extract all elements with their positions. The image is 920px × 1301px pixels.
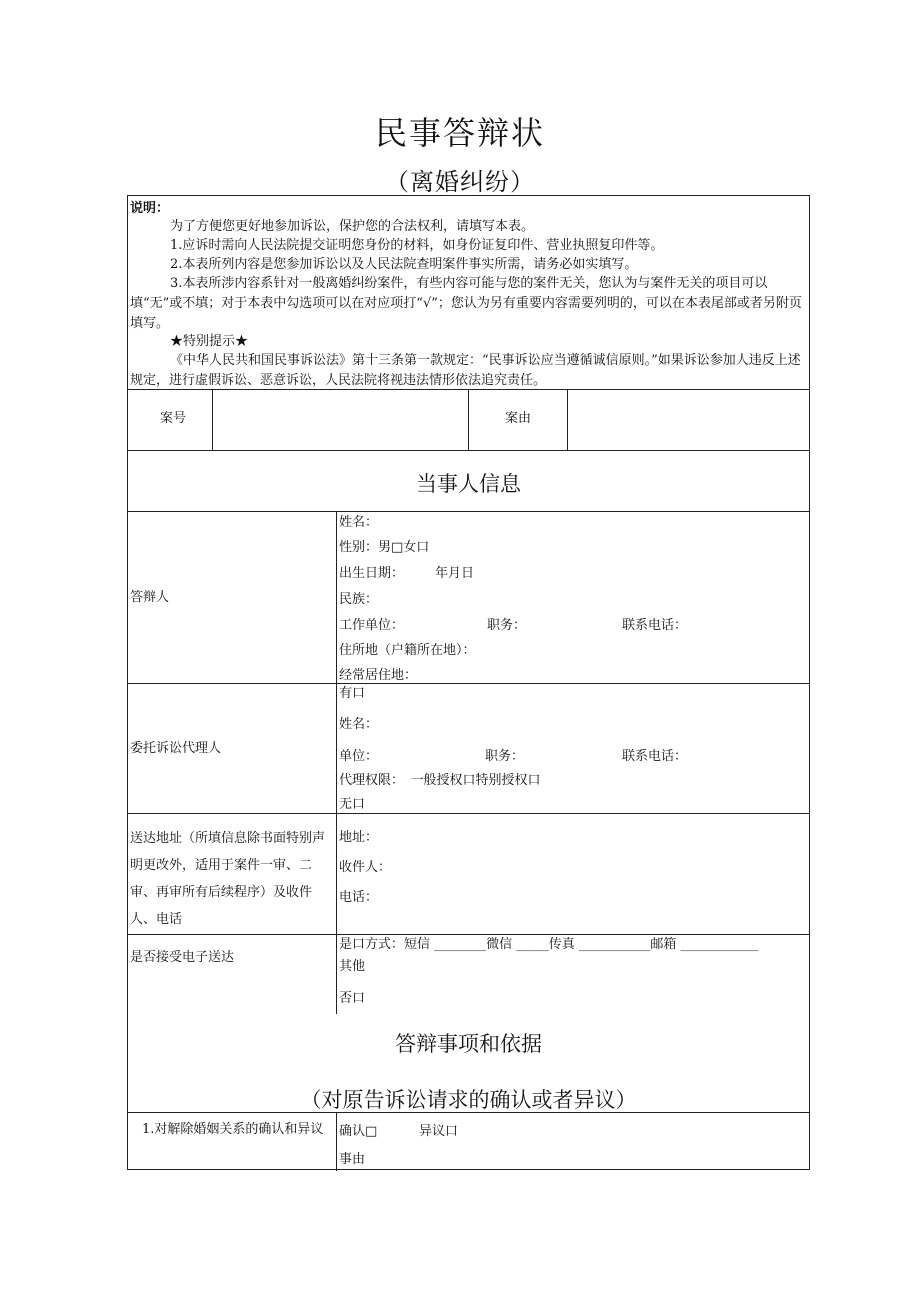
case-number-field[interactable]	[214, 391, 466, 448]
respondent-ethnicity-field[interactable]: 民族：	[339, 592, 379, 607]
divider	[567, 389, 568, 450]
divider	[468, 389, 469, 450]
divider	[128, 450, 809, 451]
electronic-service-other[interactable]: 其他	[339, 959, 366, 974]
service-phone-field[interactable]: 电话：	[339, 890, 379, 905]
case-cause-label: 案由	[505, 411, 532, 426]
agent-unit-field[interactable]: 单位：	[339, 749, 379, 764]
notes-item-2: 2.本表所列内容是您参加诉讼以及人民法院查明案件事实所需，请务必如实填写。	[170, 257, 638, 272]
notes-item-3: 3.本表所涉内容系针对一般离婚纠纷案件，有些内容可能与您的案件无关，您认为与案件无关的项目可以填“无”或不填；对于本表中勾选项可以在对应项打“√”；您认为另有重要内容需要列明的，可以在本表尾部或者另附页填写。	[130, 276, 802, 331]
agent-position-field[interactable]: 职务：	[485, 749, 525, 764]
service-address-field[interactable]: 地址：	[339, 830, 379, 845]
agent-has-checkbox[interactable]: 有口	[339, 686, 366, 701]
defense-section-title: 答辩事项和依据	[395, 1032, 542, 1056]
respondent-position-field[interactable]: 职务：	[487, 618, 527, 633]
case-cause-field[interactable]	[569, 391, 807, 448]
respondent-gender-field[interactable]: 性别：男□女口	[339, 540, 430, 555]
agent-phone-field[interactable]: 联系电话：	[622, 749, 688, 764]
respondent-birth-field[interactable]: 出生日期：	[339, 566, 405, 581]
notes-intro: 为了方便您更好地参加诉讼，保护您的合法权利，请填写本表。	[170, 219, 535, 234]
respondent-workplace-field[interactable]: 工作单位：	[339, 618, 405, 633]
divider	[128, 511, 809, 512]
notes-heading: 说明：	[130, 201, 170, 216]
agent-none-checkbox[interactable]: 无口	[339, 797, 366, 812]
special-tip-heading: ★特别提示★	[170, 334, 249, 349]
divider	[128, 683, 809, 684]
electronic-service-no-checkbox[interactable]: 否口	[339, 991, 366, 1006]
agent-label: 委托诉讼代理人	[130, 741, 222, 756]
divider	[128, 1112, 809, 1113]
party-section-title: 当事人信息	[416, 472, 521, 496]
electronic-service-yes-options[interactable]: 是口方式：短信 ________微信 _____传真 ___________邮箱 ____________	[339, 937, 759, 952]
electronic-service-label: 是否接受电子送达	[130, 950, 235, 965]
divider	[128, 934, 809, 935]
document-title: 民事答辩状	[374, 114, 545, 152]
document-subtitle: （离婚纠纷）	[385, 168, 535, 196]
defense-section-subtitle: （对原告诉讼请求的确认或者异议）	[300, 1088, 637, 1112]
item1-label: 1.对解除婚姻关系的确认和异议	[142, 1122, 324, 1137]
service-recipient-field[interactable]: 收件人：	[339, 860, 392, 875]
case-number-label: 案号	[160, 411, 187, 426]
respondent-residence-field[interactable]: 住所地（户籍所在地）：	[339, 643, 476, 658]
item1-confirm-checkbox[interactable]: 确认□	[339, 1124, 378, 1139]
item1-reason-field[interactable]: 事由	[339, 1152, 366, 1167]
service-address-label: 送达地址（所填信息除书面特别声明更改外，适用于案件一审、二审、再审所有后续程序）及收件人、电话	[130, 831, 326, 927]
special-tip-text: 《中华人民共和国民事诉讼法》第十三条第一款规定：“民事诉讼应当遵循诚信原则。”如果诉讼参加人违反上述规定，进行虚假诉讼、恶意诉讼，人民法院将视违法情形依法追究责任。	[130, 353, 801, 388]
divider	[212, 389, 213, 450]
respondent-birth-ymd: 年月日	[435, 566, 475, 581]
item1-dispute-checkbox[interactable]: 异议口	[419, 1124, 459, 1139]
defense-form	[127, 195, 810, 1170]
agent-authority-options[interactable]: 代理权限： 一般授权口特别授权口	[339, 773, 541, 788]
divider	[128, 813, 809, 814]
agent-name-field[interactable]: 姓名：	[339, 717, 379, 732]
respondent-name-field[interactable]: 姓名：	[339, 515, 379, 530]
respondent-label: 答辩人	[130, 590, 170, 605]
respondent-phone-field[interactable]: 联系电话：	[622, 618, 688, 633]
respondent-habitual-field[interactable]: 经常居住地：	[339, 668, 418, 683]
notes-item-1: 1.应诉时需向人民法院提交证明您身份的材料，如身份证复印件、营业执照复印件等。	[170, 238, 664, 253]
